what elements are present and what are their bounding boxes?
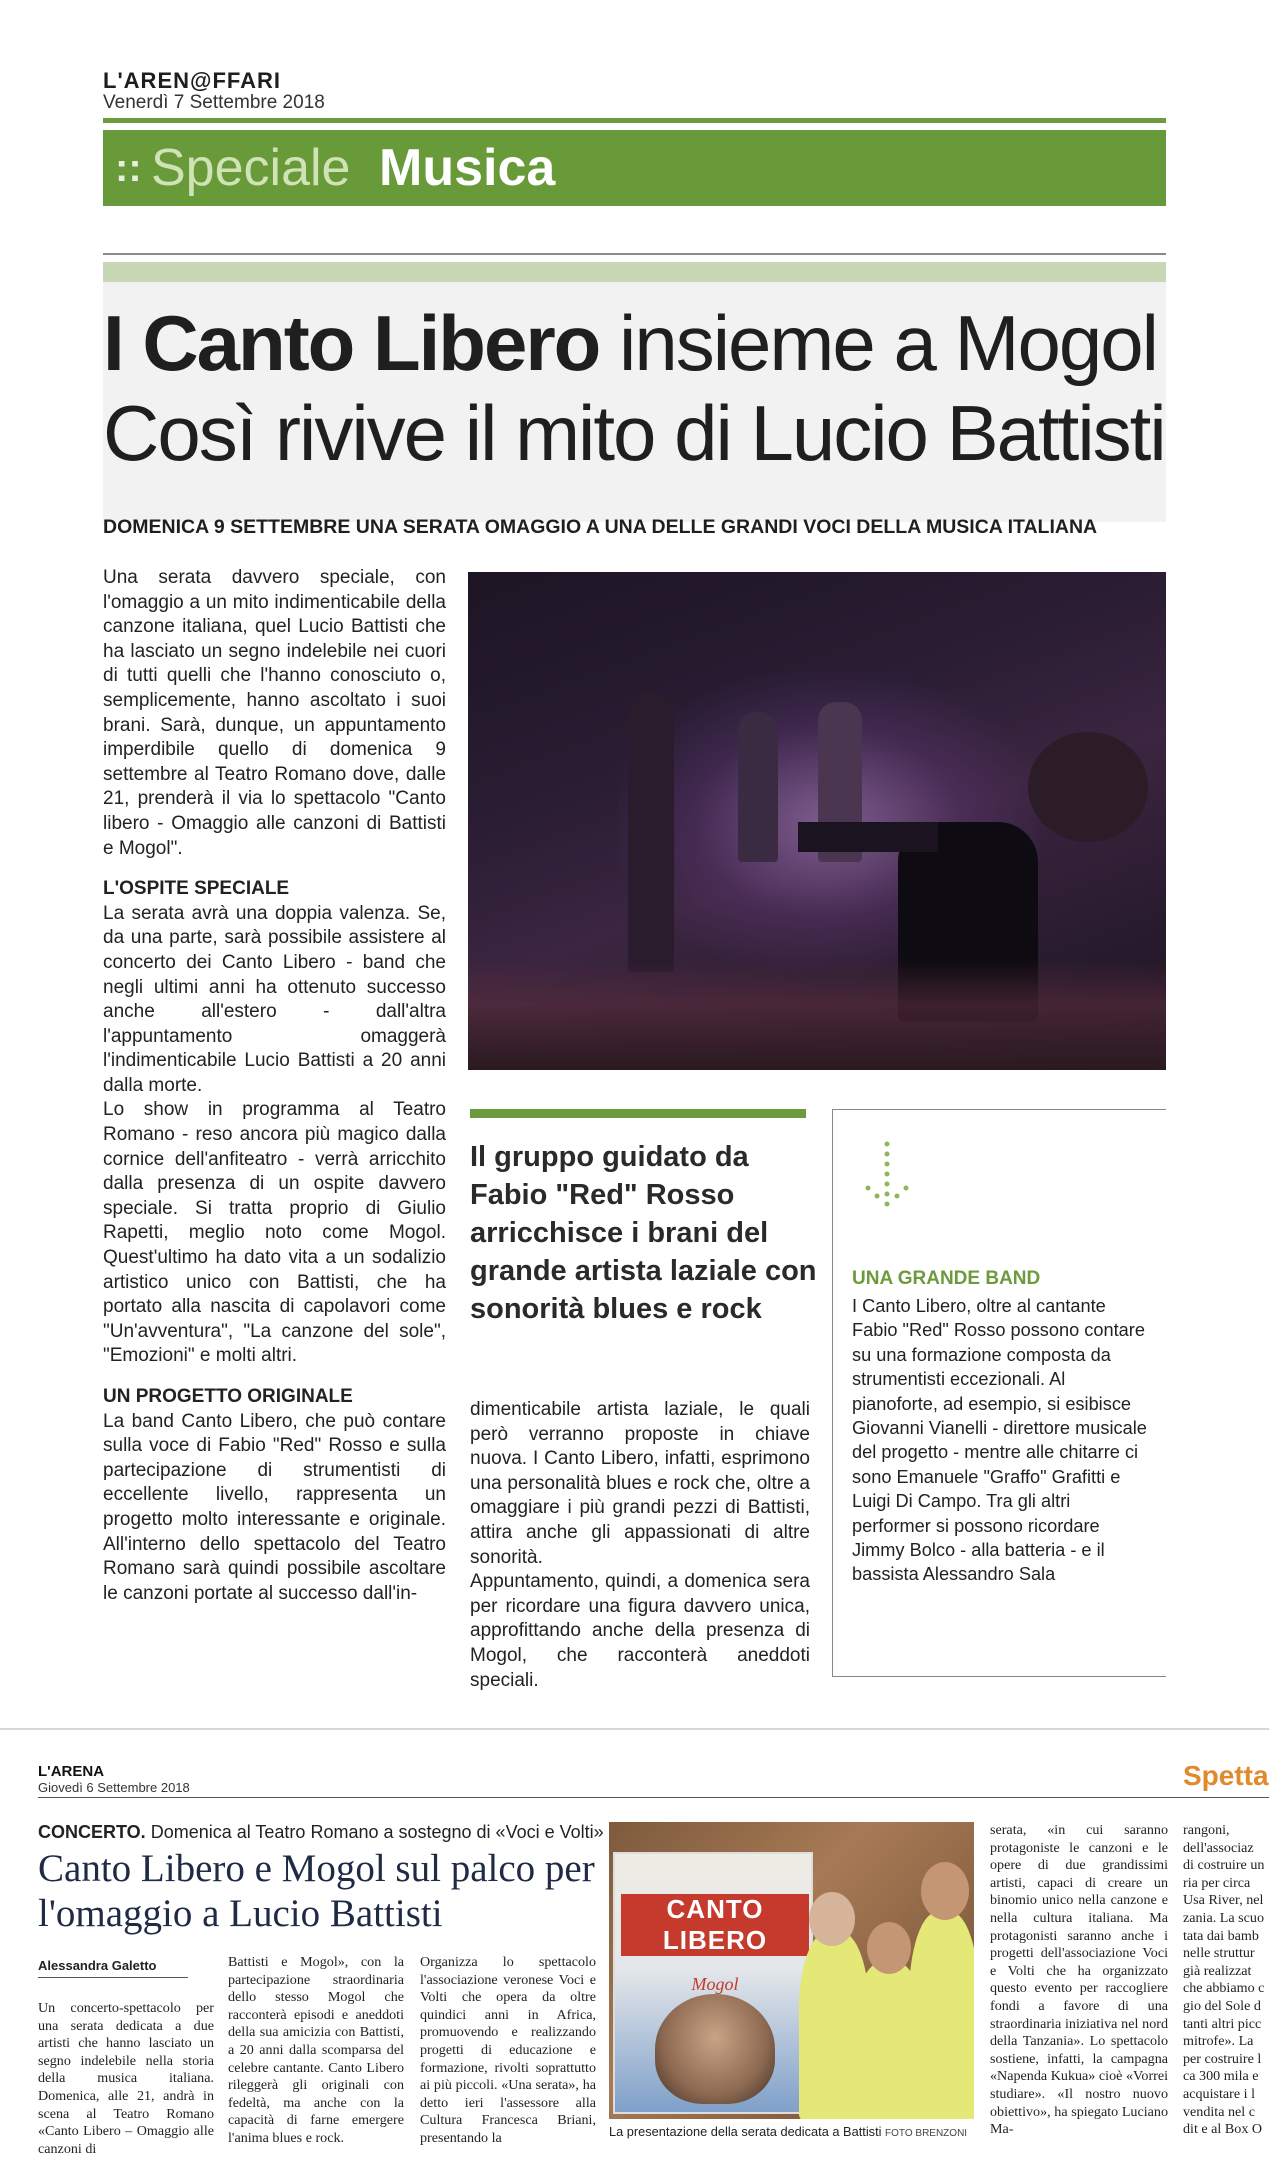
column-line: gio del Sole d <box>1183 1997 1261 2014</box>
column-line: mitrofe». La <box>1183 2033 1254 2050</box>
publication-date: Giovedì 6 Settembre 2018 <box>38 1780 190 1795</box>
pullquote: Il gruppo guidato da Fabio "Red" Rosso arricchisce i brani del grande artista laziale con sonorità blues e rock <box>470 1141 817 1325</box>
subheading: L'OSPITE SPECIALE <box>103 878 290 900</box>
article-column-1 <box>103 566 446 1606</box>
subheading: UN PROGETTO ORIGINALE <box>103 1386 353 1407</box>
column-line: vendita nel c <box>1183 2103 1256 2120</box>
publication-date: Venerdì 7 Settembre 2018 <box>103 92 325 113</box>
press-photo <box>609 1822 974 2119</box>
photo-caption <box>609 2124 967 2139</box>
pullquote-rule <box>470 1109 806 1118</box>
paragraph: Una serata davvero speciale, con l'omaggio a un mito indimenticabile della canzone italiana, quel Lucio Battisti che ha lasciato un segno indelebile nei cuori di tutti quelli che l'hanno conosciuto o, semplicemente, hanno ascoltato i suoi brani. Sarà, dunque, un appuntamento imperdibile quello di domenica 9 settembre al Teatro Romano dove, dalle 21, prenderà il via lo spettacolo "Canto libero - Omaggio alle canzoni di Battisti e Mogol". <box>103 567 446 859</box>
section-label: Spetta <box>1183 1760 1269 1791</box>
section-label-light: Speciale <box>151 139 351 197</box>
column-line: dit e al Box O <box>1183 2121 1263 2138</box>
sidebar-text: I Canto Libero, oltre al cantante Fabio "Red" Rosso possono contare su una formazione composta da strumentisti eccezionali. Al pianoforte, ad esempio, si esibisce Giovanni Vianelli - direttore musicale del progetto - mentre alle chitarre ci sono Emanuele "Graffo" Grafitti e Luigi Di Campo. Tra gli altri performer si possono ricordare Jimmy Bolco - alla batteria - e il bassista Alessandro Sala <box>852 1296 1147 1585</box>
light-green-rule <box>103 262 1166 282</box>
headline-bold: I Canto Libero <box>103 299 600 387</box>
column-line: che abbiamo c <box>1183 1980 1265 1997</box>
column-line: di costruire un <box>1183 1857 1265 1874</box>
column-line: rangoni, <box>1183 1822 1230 1838</box>
paragraph: La band Canto Libero, che può contare sulla voce di Fabio "Red" Rosso e sulla partecipazione di strumentisti di eccellente livello, rappresenta un progetto molto interessante e originale. All'interno dello spettacolo del Teatro Romano sarà quindi possibile ascoltare le canzoni portate al successo dall'in- <box>103 1410 446 1604</box>
article-column-3: Organizza lo spettacolo l'associazione veronese Voci e Volti che opera da oltre quindici anni in Africa, promuovendo e realizzando progetti di educazione e formazione, rivolti soprattutto ai più piccoli. «Una serata», ha detto ieri l'assessore alla Cultura Francesca Briani, presentando la <box>420 1954 596 2146</box>
divider <box>103 253 1166 255</box>
section-band <box>103 130 1166 206</box>
sidebar-title: UNA GRANDE BAND <box>852 1268 1041 1289</box>
poster-name: Mogol <box>691 1974 739 1994</box>
article-column-1: Un concerto-spettacolo per una serata dedicata a due artisti che hanno lasciato un segno indelebile nella storia della musica italiana. Domenica, alle 21, andrà in scena al Teatro Romano «Canto Libero – Omaggio alle canzoni di <box>38 2000 214 2157</box>
column-line: nelle struttur <box>1183 1945 1255 1962</box>
column-line: ca 300 mila e <box>1183 2068 1259 2085</box>
kicker: DOMENICA 9 SETTEMBRE UNA SERATA OMAGGIO A UNA DELLE GRANDI VOCI DELLA MUSICA ITALIANA <box>103 516 1098 538</box>
kicker-bold: CONCERTO. <box>38 1822 146 1842</box>
column-line: per costruire l <box>1183 2050 1262 2067</box>
concert-photo <box>468 572 1166 1070</box>
paragraph: La serata avrà una doppia valenza. Se, da una parte, sarà possibile assistere al concerto dei Canto Libero - band che negli ultimi anni ha ottenuto successo anche all'estero - dall'altra l'appuntamento omaggerà l'indimenticabile Lucio Battisti a 20 anni dalla morte. <box>103 902 446 1096</box>
kicker <box>38 1822 604 1843</box>
column-line: Usa River, nel <box>1183 1892 1264 1909</box>
masthead: L'AREN@FFARI <box>103 68 282 93</box>
divider <box>38 1797 1269 1798</box>
article-column-2: Battisti e Mogol», con la partecipazione straordinaria dello stesso Mogol che racconterà episodi e aneddoti della sua amicizia con Battisti, a 20 anni dalla scomparsa del celebre cantante. Canto Libero rileggerà gli originali con fedeltà, ma anche con la capacità di farne emergere l'anima blues e rock. <box>228 1954 404 2146</box>
arrow-down-icon <box>862 1138 912 1218</box>
headline-line-2: Così rivive il mito di Lucio Battisti <box>103 389 1165 477</box>
masthead: L'ARENA <box>38 1763 105 1780</box>
green-rule <box>103 118 1166 123</box>
column-line: zania. La scuo <box>1183 1909 1264 1926</box>
paragraph: dimenticabile artista laziale, le quali però verranno proposte in chiave nuova. I Canto Libero, infatti, esprimono una personalità blues e rock che, oltre a omaggiare i più grandi pezzi di Battisti, attira anche gli appassionati di altre sonorità. <box>470 1399 810 1568</box>
column-line: dell'associaz <box>1183 1839 1254 1856</box>
headline-rest: insieme a Mogol <box>599 299 1157 387</box>
section-label-bold: Musica <box>379 139 556 197</box>
paragraph: Lo show in programma al Teatro Romano - reso ancora più magico dalla cornice dell'anfiteatro - verrà arricchito dalla presenza di un ospite davvero speciale. Si tratta proprio di Giulio Rapetti, meglio noto come Mogol. Quest'ultimo ha dato vita a un sodalizio artistico unico con Battisti, che ha portato alla nascita di capolavori come "Un'avventura", "La canzone del sole", "Emozioni" e molti altri. <box>103 1099 446 1367</box>
column-line: tanti altri picc <box>1183 2015 1262 2032</box>
paragraph: Appuntamento, quindi, a domenica sera per ricordare una figura davvero unica, approfittando anche della presenza di Mogol, che racconterà aneddoti speciali. <box>470 1571 810 1691</box>
column-line: acquistare i l <box>1183 2085 1256 2102</box>
poster-title: CANTO LIBERO <box>621 1894 809 1956</box>
article-column-5-truncated <box>1183 1822 1269 2139</box>
section-dots-icon: :: <box>115 146 142 190</box>
article-column-4: serata, «in cui saranno protagoniste le canzoni e le opere di due grandissimi artisti, capaci di creare un binomio unico nella canzone e nella cultura italiana. Ma protagonisti saranno anche i progetti dell'associazione Voci e Volti che ha organizzato questo evento per raccogliere fondi a favore di una straordinaria iniziativa nel nord della Tanzania». Lo spettacolo sostiene, infatti, la campagna «Napenda Kukua» cioè «Vorrei studiare». «Il nostro nuovo obiettivo», ha spiegato Luciano Ma- <box>990 1822 1168 2138</box>
column-line: già realizzat <box>1183 1962 1252 1979</box>
event-poster <box>613 1852 813 2114</box>
caption-text: La presentazione della serata dedicata a Battisti <box>609 2124 882 2139</box>
clipping-separator <box>0 1728 1269 1730</box>
byline: Alessandra Galetto <box>38 1958 157 1973</box>
headline: Canto Libero e Mogol sul palco per l'omaggio a Lucio Battisti <box>38 1847 595 1935</box>
photo-credit: FOTO BRENZONI <box>885 2128 968 2139</box>
column-line: tata dai bamb <box>1183 1927 1259 1944</box>
headline-line-1 <box>103 300 1157 386</box>
byline-rule <box>38 1977 188 1978</box>
article-column-2 <box>470 1398 810 1693</box>
kicker-rest: Domenica al Teatro Romano a sostegno di «Voci e Volti» <box>145 1822 604 1842</box>
column-line: ria per circa <box>1183 1874 1251 1891</box>
